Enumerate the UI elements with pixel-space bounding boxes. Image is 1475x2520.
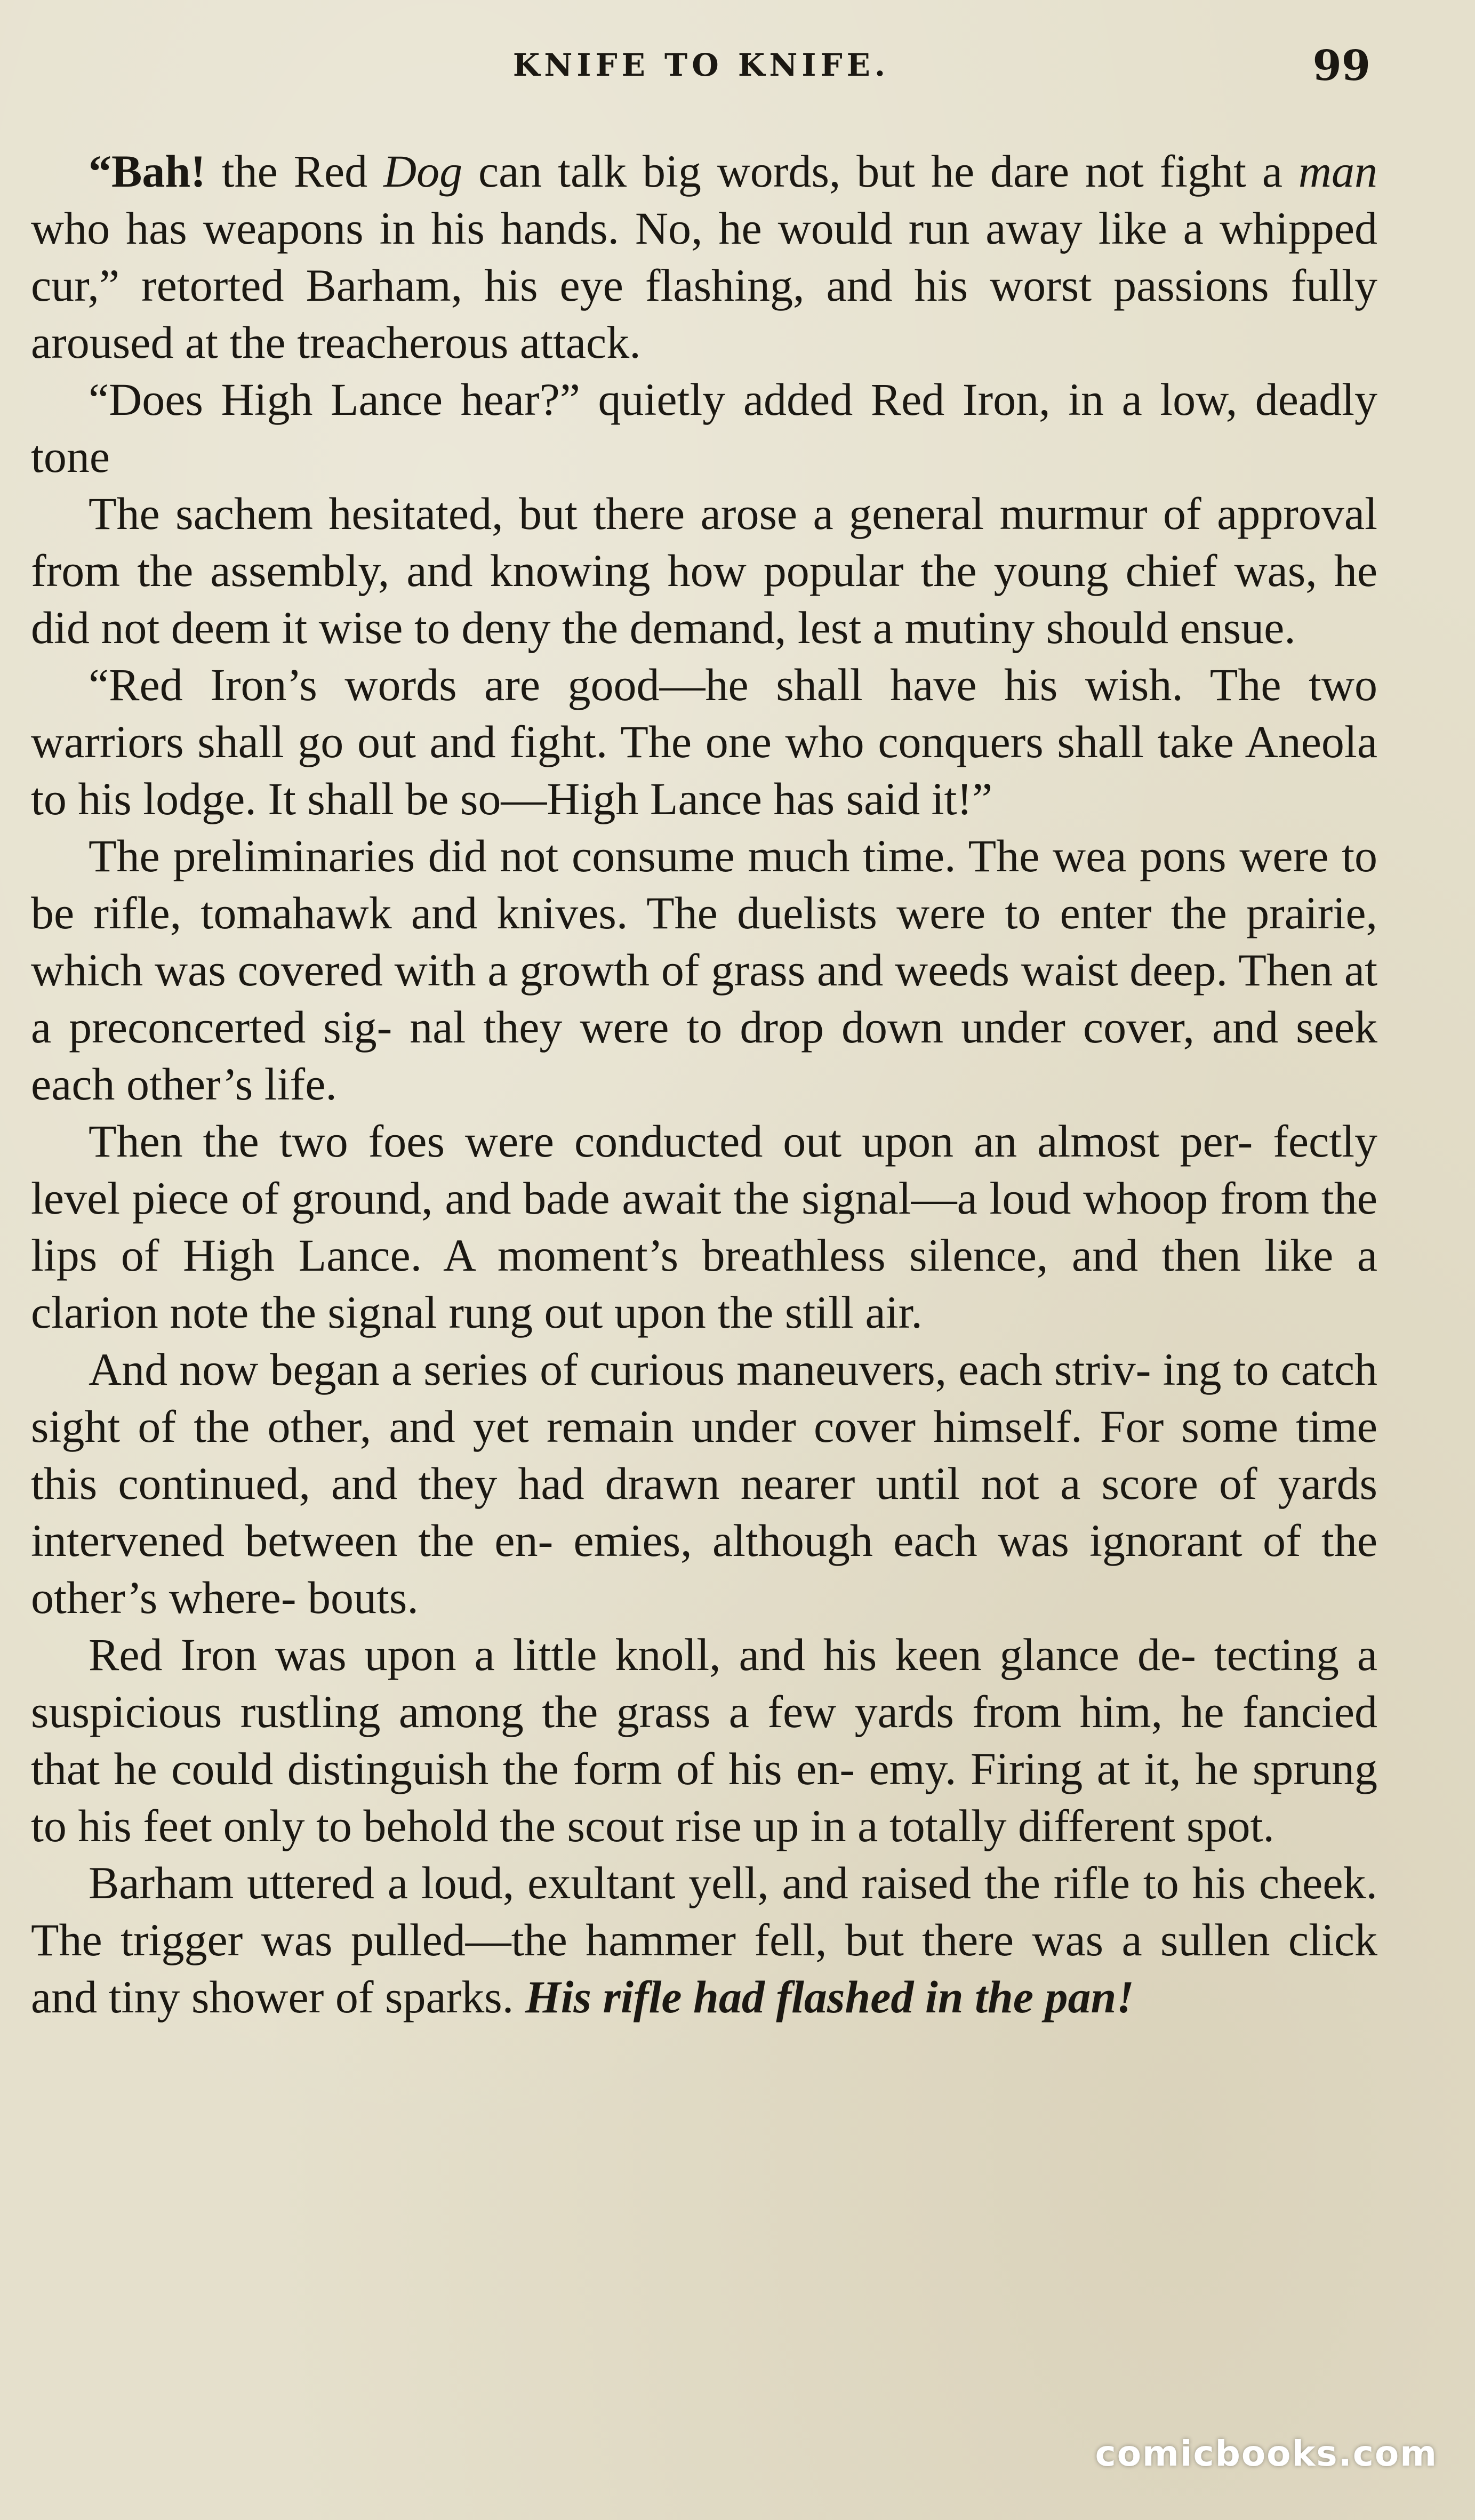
paragraph-6: Then the two foes were conducted out upon an almost per- fectly level piece of ground, and bade await the signal—a loud whoop from the lips of High Lance. A moment’s breathless silence, and then like a clarion note the signal rung out upon the still air. [31, 1115, 1377, 1338]
paragraph-1-lead: “Bah! [89, 146, 206, 197]
page-header [32, 42, 1370, 106]
paragraph-1 [31, 143, 1377, 371]
paragraph-9-part-1: Barham uttered a loud, exultant yell, and raised the rifle to his cheek. The trigger was pulled—the hammer fell, but there was a sullen click and tiny shower of sparks. [31, 1857, 1377, 2023]
paragraph-1-part-1: the Red [205, 146, 383, 197]
paragraph-1-part-2: can talk big words, but he dare not fight a [462, 146, 1298, 197]
paragraph-1-part-3: who has weapons in his hands. No, he would run away like a whipped cur,” retorted Barham, his eye flashing, and his worst passions fully aroused at the treacherous attack. [31, 203, 1377, 368]
page-number: 99 [1312, 42, 1370, 90]
paragraph-1-italic-man: man [1298, 146, 1377, 197]
running-title: KNIFE TO KNIFE. [512, 47, 890, 83]
paragraph-5: The preliminaries did not consume much time. The wea pons were to be rifle, tomahawk and knives. The duelists were to enter the prairie, which was covered with a growth of grass and weeds waist deep. Then at a preconcerted sig- nal they were to drop down under cover, and seek each other’s life. [31, 830, 1377, 1110]
paragraph-4: “Red Iron’s words are good—he shall have his wish. The two warriors shall go out and fight. The one who conquers shall take Aneola to his lodge. It shall be so—High Lance has said it!” [31, 659, 1377, 824]
watermark: comicbooks.com [1095, 2433, 1438, 2474]
paragraph-9-italic-ending: His rifle had flashed in the pan! [525, 1971, 1134, 2023]
paragraph-9 [31, 1855, 1377, 2026]
body-text [31, 143, 1377, 2026]
paragraph-3: The sachem hesitated, but there arose a general murmur of approval from the assembly, and knowing how popular the young chief was, he did not deem it wise to deny the demand, lest a mutiny should ensue. [31, 488, 1377, 653]
paragraph-7: And now began a series of curious maneuvers, each striv- ing to catch sight of the other, and yet remain under cover himself. For some time this continued, and they had drawn nearer until not a score of yards intervened between the en- emies, although each was ignorant of the other’s where- bouts. [31, 1344, 1377, 1623]
paragraph-1-italic-dog: Dog [383, 146, 463, 197]
paragraph-2: “Does High Lance hear?” quietly added Red Iron, in a low, deadly tone [31, 374, 1377, 482]
paragraph-8: Red Iron was upon a little knoll, and his keen glance de- tecting a suspicious rustling among the grass a few yards from him, he fancied that he could distinguish the form of his en- emy. Firing at it, he sprung to his feet only to behold the scout rise up in a totally different spot. [31, 1629, 1377, 1851]
